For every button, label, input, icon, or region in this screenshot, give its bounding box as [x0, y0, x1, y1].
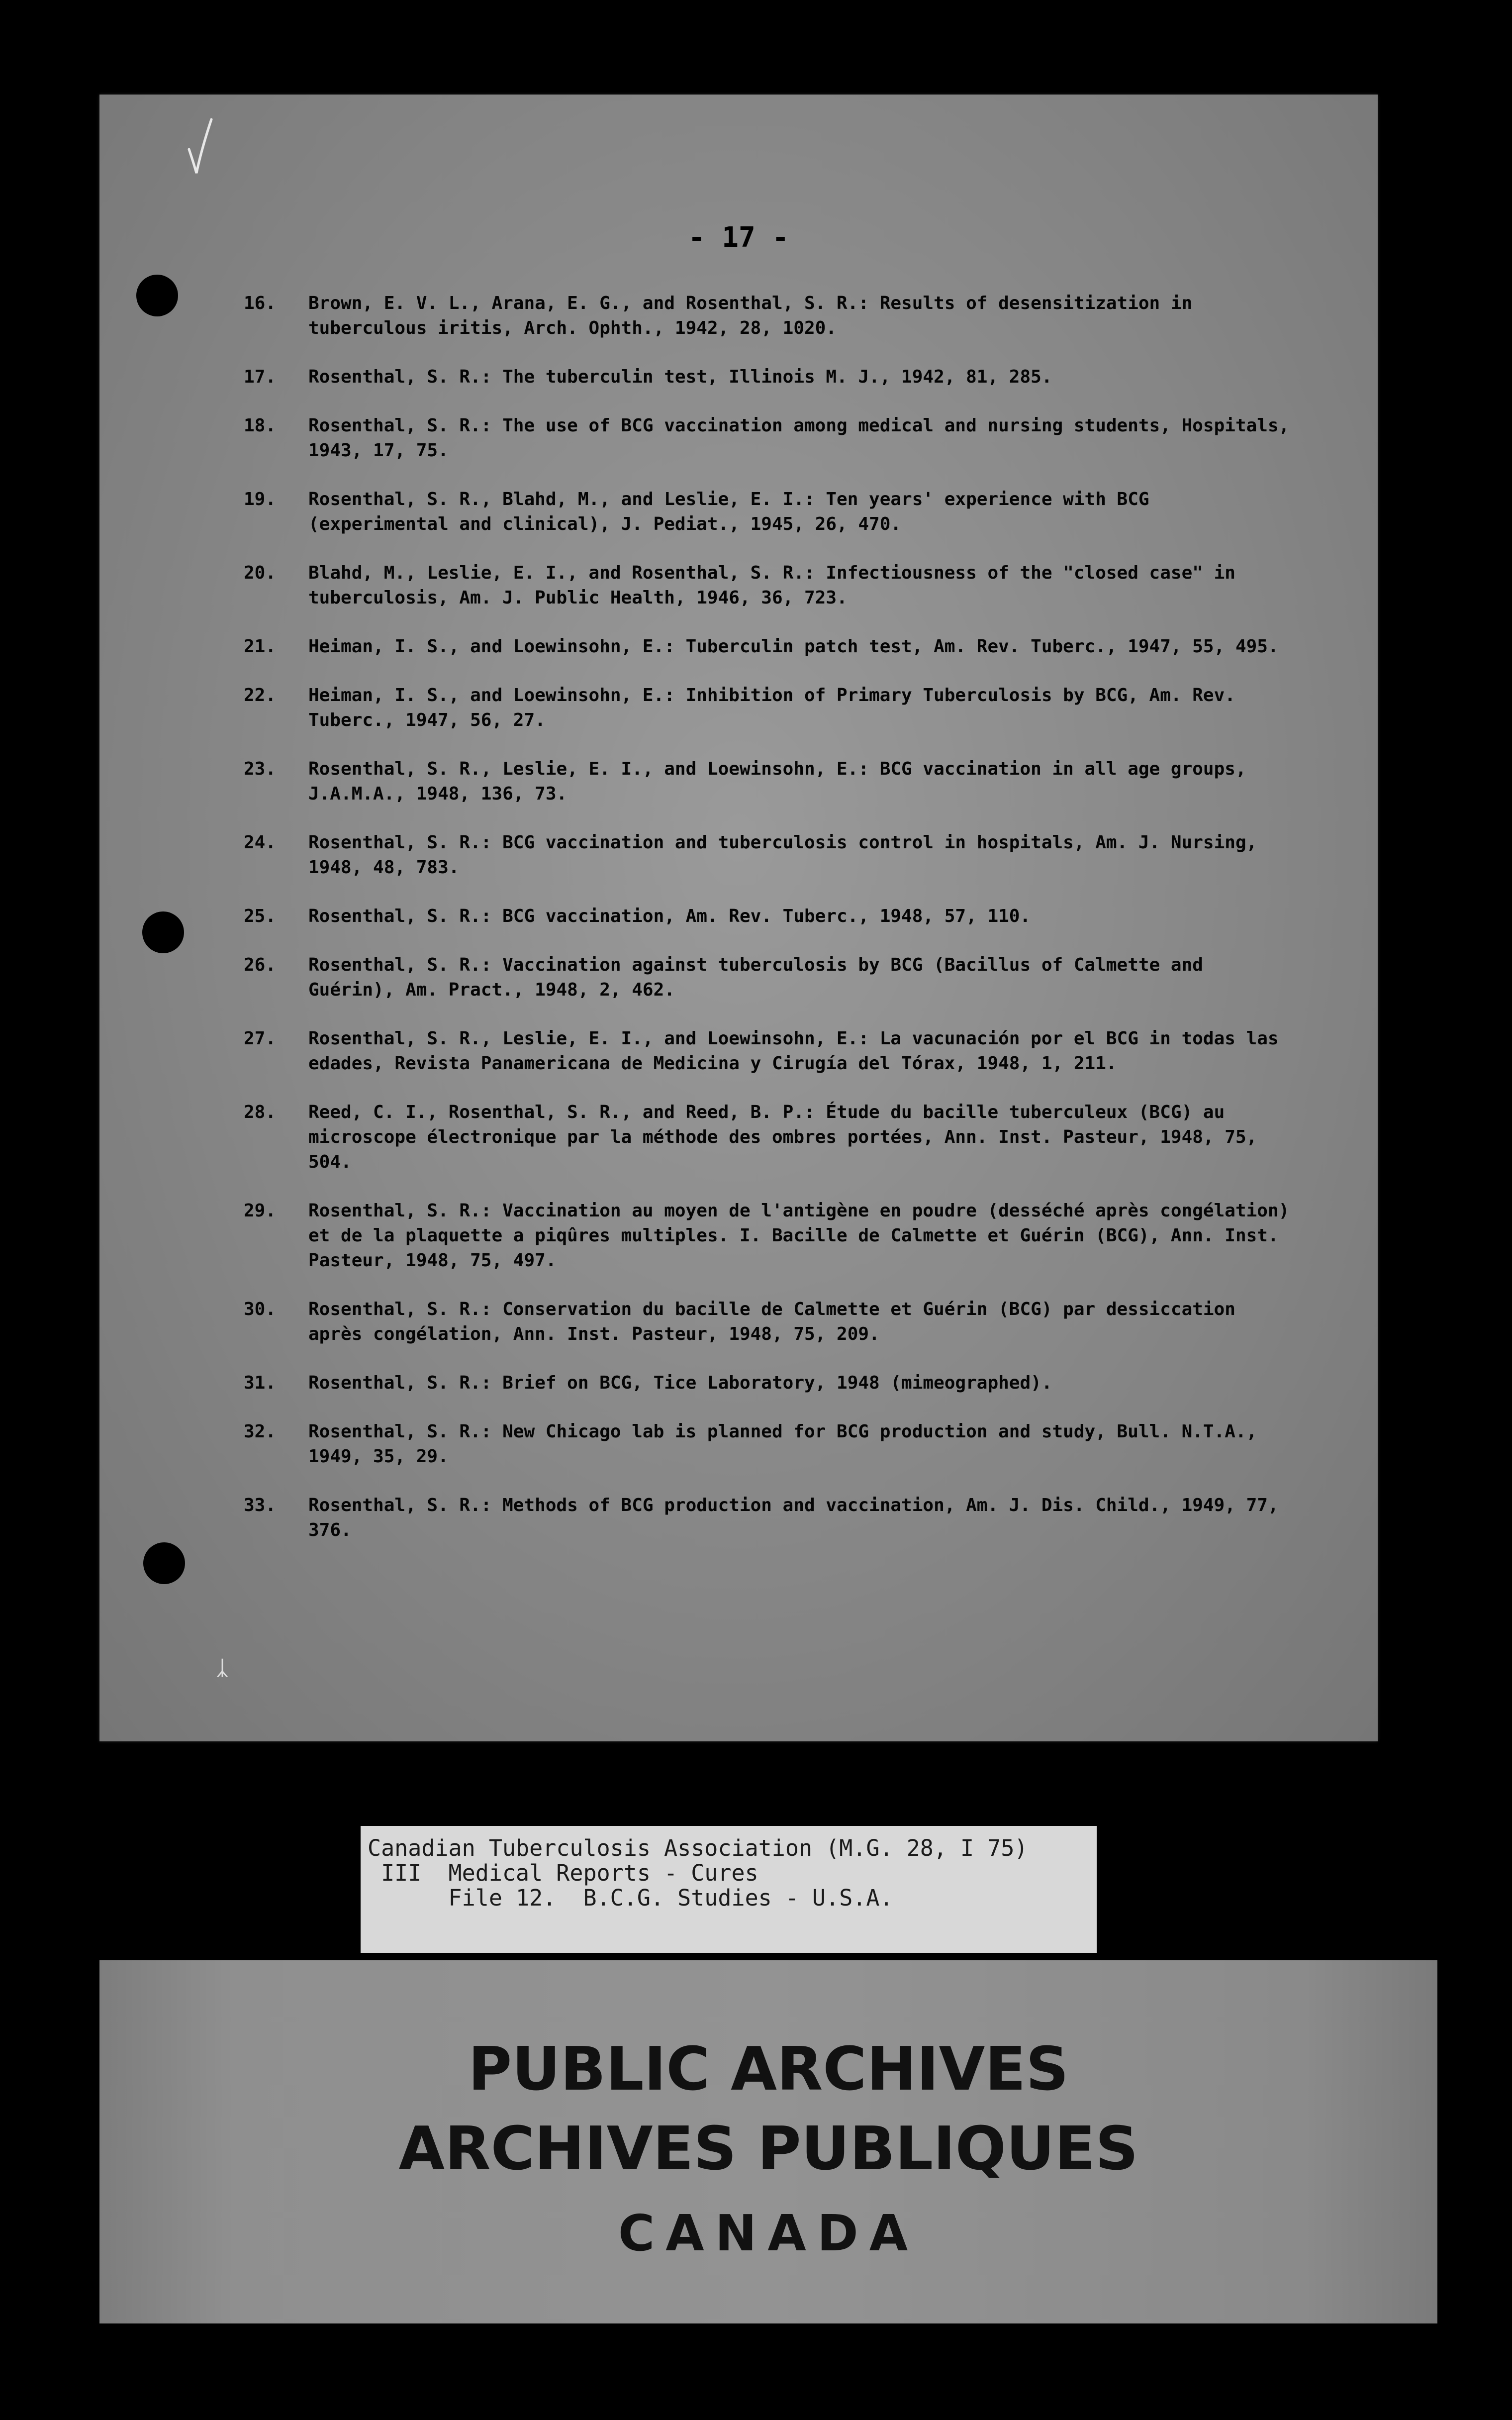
reference-text: Rosenthal, S. R.: Conservation du bacille de Calmette et Guérin (BCG) par dessiccation après congélation, Ann. Inst. Pasteur, 1948, 75, 209.	[308, 1299, 1235, 1344]
reference-text: Reed, C. I., Rosenthal, S. R., and Reed, B. P.: Étude du bacille tuberculeux (BCG) au microscope électronique par la méthode des ombres portées, Ann. Inst. Pasteur, 1948, 75, 504.	[308, 1102, 1257, 1172]
banner-title-english: PUBLIC ARCHIVES	[468, 2035, 1069, 2104]
reference-number: 32.	[244, 1421, 277, 1442]
reference-number: 33.	[244, 1495, 277, 1515]
checkmark-icon	[174, 114, 214, 179]
reference-item	[244, 830, 1298, 880]
archives-banner	[99, 1960, 1437, 2323]
reference-text: Rosenthal, S. R.: BCG vaccination, Am. Rev. Tuberc., 1948, 57, 110.	[308, 906, 1031, 926]
punch-hole	[142, 911, 184, 953]
reference-item	[244, 683, 1298, 733]
reference-text: Rosenthal, S. R.: Methods of BCG production and vaccination, Am. J. Dis. Child., 1949, 77, 376.	[308, 1495, 1279, 1540]
punch-hole	[136, 275, 178, 316]
reference-item	[244, 1371, 1298, 1396]
reference-number: 25.	[244, 906, 277, 926]
banner-title-french: ARCHIVES PUBLIQUES	[398, 2115, 1138, 2184]
reference-item	[244, 1026, 1298, 1076]
reference-number: 18.	[244, 415, 277, 436]
reference-text: Rosenthal, S. R.: Brief on BCG, Tice Laboratory, 1948 (mimeographed).	[308, 1373, 1052, 1393]
reference-item	[244, 1297, 1298, 1347]
reference-text: Brown, E. V. L., Arana, E. G., and Rosenthal, S. R.: Results of desensitization in tuberculous iritis, Arch. Ophth., 1942, 28, 1020.	[308, 293, 1193, 338]
reference-text: Rosenthal, S. R., Blahd, M., and Leslie, E. I.: Ten years' experience with BCG (experimental and clinical), J. Pediat., 1945, 26, 470.	[308, 489, 1149, 534]
archive-label-line: III Medical Reports - Cures	[368, 1860, 758, 1886]
reference-number: 24.	[244, 832, 277, 853]
reference-number: 26.	[244, 955, 277, 975]
reference-item	[244, 953, 1298, 1003]
reference-item	[244, 365, 1298, 390]
reference-item	[244, 1419, 1298, 1469]
reference-number: 17.	[244, 367, 277, 387]
reference-text: Rosenthal, S. R., Leslie, E. I., and Loewinsohn, E.: BCG vaccination in all age groups, J.A.M.A., 1948, 136, 73.	[308, 759, 1246, 804]
reference-text: Rosenthal, S. R.: Vaccination au moyen de l'antigène en poudre (desséché après congélation) et de la plaquette a piqûres multiples. I. Bacille de Calmette et Guérin (BCG), Ann. Inst. Pasteur, 1948, 75, 497.	[308, 1201, 1290, 1271]
reference-text: Rosenthal, S. R.: The use of BCG vaccination among medical and nursing students, Hospitals, 1943, 17, 75.	[308, 415, 1290, 461]
pencil-mark: ᛣ	[216, 1657, 228, 1680]
reference-list	[244, 291, 1298, 1567]
reference-text: Heiman, I. S., and Loewinsohn, E.: Tuberculin patch test, Am. Rev. Tuberc., 1947, 55, 495.	[308, 636, 1279, 657]
reference-number: 19.	[244, 489, 277, 509]
reference-number: 20.	[244, 563, 277, 583]
reference-text: Rosenthal, S. R., Leslie, E. I., and Loewinsohn, E.: La vacunación por el BCG in todas las edades, Revista Panamericana de Medicina y Cirugía del Tórax, 1948, 1, 211.	[308, 1028, 1279, 1074]
page-number: - 17 -	[688, 221, 789, 254]
reference-number: 28.	[244, 1102, 277, 1122]
reference-number: 31.	[244, 1373, 277, 1393]
reference-item	[244, 1100, 1298, 1175]
archive-label-line: Canadian Tuberculosis Association (M.G. 28, I 75)	[368, 1835, 1028, 1861]
punch-hole	[143, 1542, 185, 1584]
reference-text: Rosenthal, S. R.: BCG vaccination and tuberculosis control in hospitals, Am. J. Nursing, 1948, 48, 783.	[308, 832, 1257, 878]
reference-text: Rosenthal, S. R.: Vaccination against tuberculosis by BCG (Bacillus of Calmette and Guérin), Am. Pract., 1948, 2, 462.	[308, 955, 1203, 1000]
reference-number: 16.	[244, 293, 277, 313]
reference-item	[244, 487, 1298, 537]
reference-text: Heiman, I. S., and Loewinsohn, E.: Inhibition of Primary Tuberculosis by BCG, Am. Rev. Tuberc., 1947, 56, 27.	[308, 685, 1235, 730]
reference-text: Blahd, M., Leslie, E. I., and Rosenthal, S. R.: Infectiousness of the "closed case" in tuberculosis, Am. J. Public Health, 1946, 36, 723.	[308, 563, 1235, 608]
reference-number: 22.	[244, 685, 277, 706]
reference-item	[244, 561, 1298, 610]
archive-label	[361, 1826, 1097, 1953]
reference-item	[244, 413, 1298, 463]
reference-item	[244, 1199, 1298, 1273]
reference-number: 29.	[244, 1201, 277, 1221]
reference-item	[244, 291, 1298, 341]
reference-text: Rosenthal, S. R.: The tuberculin test, Illinois M. J., 1942, 81, 285.	[308, 367, 1052, 387]
banner-country: CANADA	[618, 2204, 919, 2262]
reference-number: 23.	[244, 759, 277, 779]
reference-number: 30.	[244, 1299, 277, 1319]
reference-item	[244, 1493, 1298, 1543]
reference-item	[244, 757, 1298, 807]
reference-text: Rosenthal, S. R.: New Chicago lab is planned for BCG production and study, Bull. N.T.A., 1949, 35, 29.	[308, 1421, 1257, 1467]
reference-number: 27.	[244, 1028, 277, 1049]
document-page	[99, 95, 1378, 1741]
reference-number: 21.	[244, 636, 277, 657]
reference-item	[244, 634, 1298, 659]
archive-label-line: File 12. B.C.G. Studies - U.S.A.	[368, 1885, 893, 1911]
reference-item	[244, 904, 1298, 929]
